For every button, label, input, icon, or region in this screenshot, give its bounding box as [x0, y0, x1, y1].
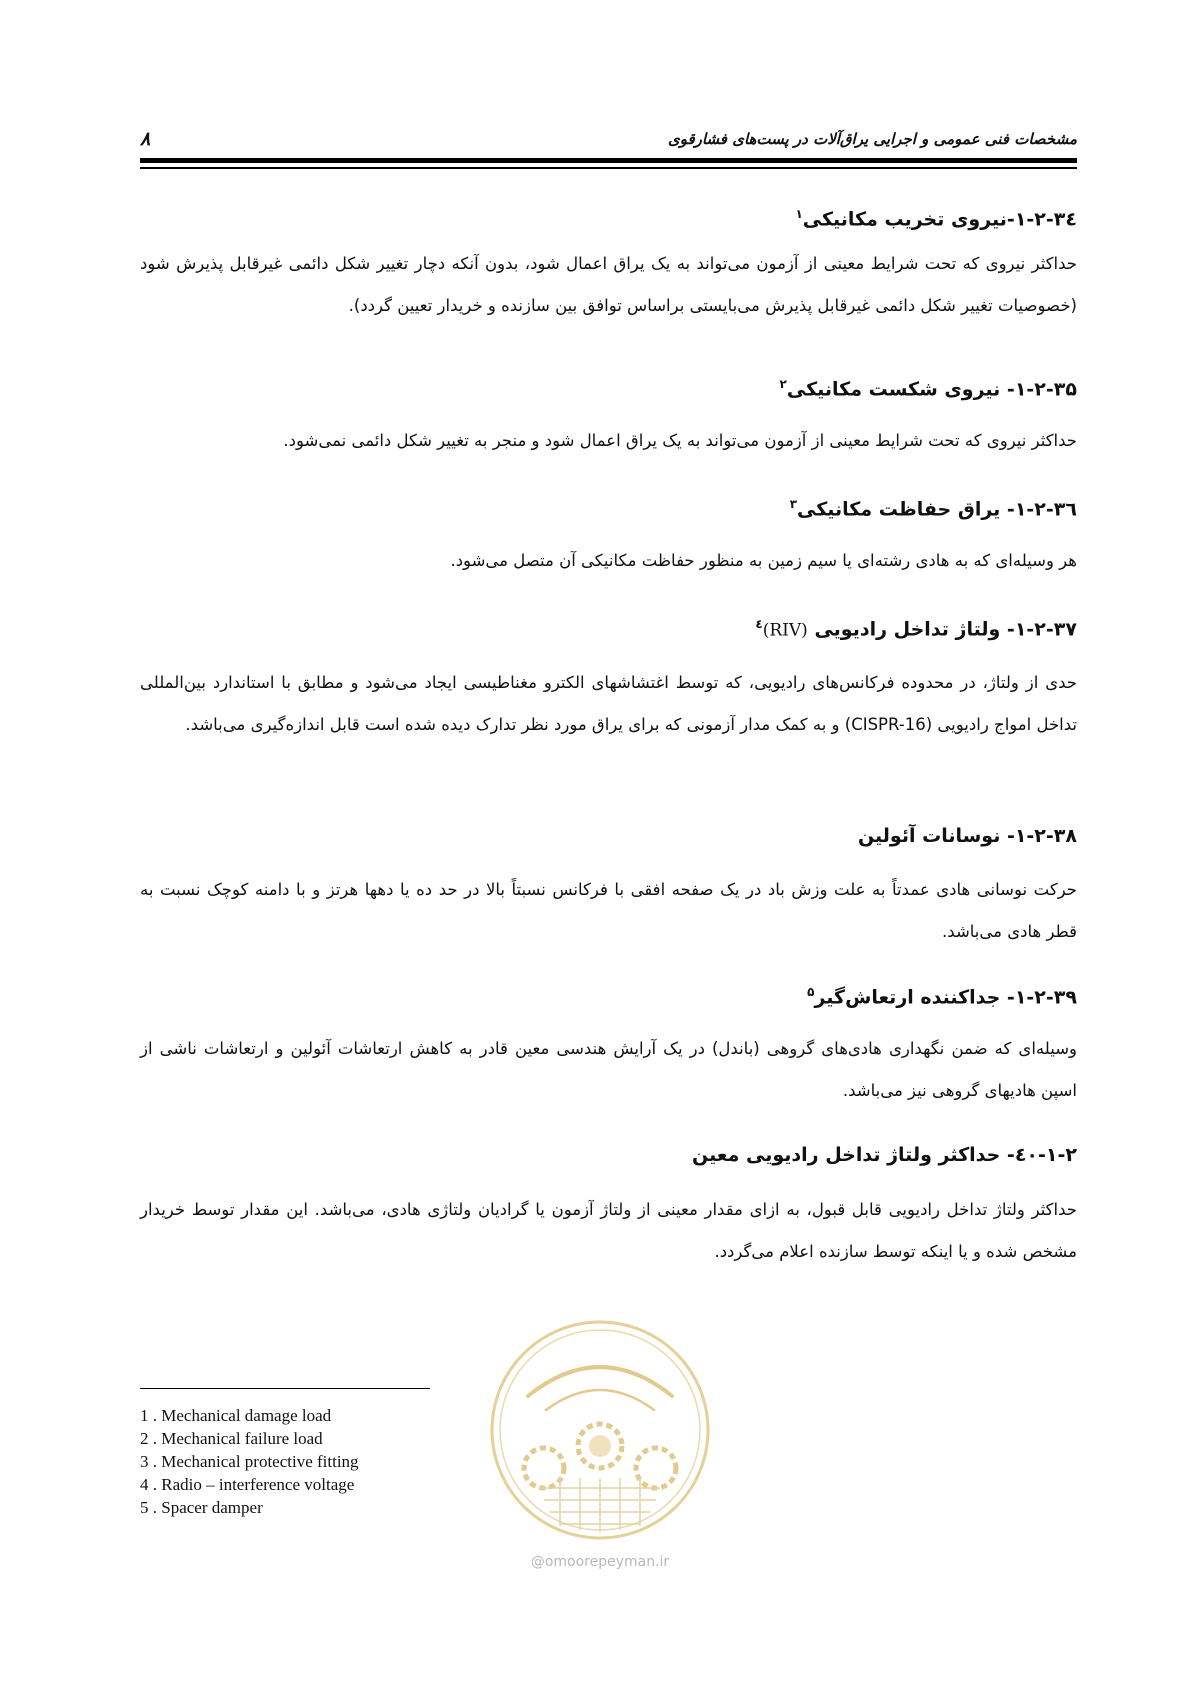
heading-text: ۱-۲-٤۰- حداکثر ولتاژ تداخل رادیویی معین	[692, 1144, 1077, 1166]
header-title: مشخصات فنی عمومی و اجرایی یراق‌آلات در پست‌های فشارقوی	[667, 130, 1077, 148]
footnote-item: 5 . Spacer damper	[140, 1498, 263, 1517]
section-paragraph: حداکثر نیروی که تحت شرایط معینی از آزمون می‌تواند به یک یراق اعمال شود، بدون آنکه دچار تغییر شکل دائمی غیرقابل پذیرش شود (خصوصیات تغییر شکل دائمی غیرقابل پذیرش می‌بایستی براساس توافق بین سازنده و خریدار تعیین گردد).	[140, 254, 1077, 315]
header-rule-thin	[140, 167, 1077, 169]
section-heading	[795, 207, 1077, 230]
footnote-item: 4 . Radio – interference voltage	[140, 1475, 355, 1494]
heading-text: ۱-۲-۳۸- نوسانات آئولین	[857, 825, 1077, 847]
section-heading	[692, 1144, 1077, 1166]
section-heading	[790, 497, 1077, 520]
footnote-ref: ٤	[755, 617, 763, 631]
footnote-ref: ۵	[807, 985, 815, 999]
footnote-ref: ۲	[779, 377, 787, 391]
section-paragraph: حداکثر ولتاژ تداخل رادیویی قابل قبول، به ازای مقدار معینی از ولتاژ آزمون یا گرادیان ولتاژی هادی، می‌باشد. این مقدار توسط خریدار مشخص شده و یا اینکه توسط سازنده اعلام می‌گردد.	[140, 1200, 1077, 1261]
heading-text: ۱-۲-۳۷- ولتاژ تداخل رادیویی	[814, 618, 1077, 641]
header-rule-thick	[140, 158, 1077, 163]
section-heading	[807, 985, 1077, 1008]
section-paragraph: هر وسیله‌ای که به هادی رشته‌ای یا سیم زمین به منظور حفاظت مکانیکی آن متصل می‌شود.	[450, 551, 1077, 570]
page-number: ۸	[140, 128, 151, 150]
footnote-separator	[140, 1388, 430, 1389]
watermark-url: @omoorepeyman.ir	[530, 1554, 670, 1570]
heading-abbreviation: (RIV)	[762, 620, 808, 641]
page-header	[140, 128, 1077, 158]
heading-text: ۱-۲-۳۹- جداکننده ارتعاش‌گیر	[814, 986, 1077, 1009]
footnote-item: 1 . Mechanical damage load	[140, 1406, 332, 1425]
section-heading	[755, 617, 1077, 640]
section-heading	[780, 377, 1077, 400]
section-heading	[858, 825, 1077, 847]
section-paragraph: وسیله‌ای که ضمن نگهداری هادی‌های گروهی (باندل) در یک آرایش هندسی معین قادر به کاهش ارتعاشات آئولین و ارتعاشات ناشی از اسپن هادیهای گروهی نیز می‌باشد.	[140, 1039, 1077, 1100]
heading-text: ۱-۲-۳٤-نیروی تخریب مکانیکی	[802, 208, 1077, 231]
footnote-item: 3 . Mechanical protective fitting	[140, 1452, 359, 1471]
footnote-item: 2 . Mechanical failure load	[140, 1429, 323, 1448]
section-paragraph: حدی از ولتاژ، در محدوده فرکانس‌های رادیویی، که توسط اغتشاشهای الکترو مغناطیسی ایجاد می‌شود و مطابق با استاندارد بین‌المللی تداخل امواج رادیویی (CISPR-16) و به کمک مدار آزمونی که برای یراق مورد نظر تدارک دیده شده است قابل اندازه‌گیری می‌باشد.	[140, 673, 1077, 734]
heading-text: ۱-۲-۳٦- یراق حفاظت مکانیکی	[797, 498, 1077, 521]
section-paragraph: حداکثر نیروی که تحت شرایط معینی از آزمون می‌تواند به یک یراق اعمال شود و منجر به تغییر شکل دائمی نمی‌شود.	[283, 431, 1077, 450]
footnote-list	[140, 1404, 540, 1519]
heading-text: ۱-۲-۳۵- نیروی شکست مکانیکی	[786, 378, 1077, 401]
footnote-ref: ۳	[789, 497, 798, 511]
footnote-ref: ۱	[795, 207, 803, 221]
section-paragraph: حرکت نوسانی هادی عمدتاً به علت وزش باد در یک صفحه افقی با فرکانس نسبتاً بالا در حد ده یا دهها هرتز و با دامنه کوچک نسبت به قطر هادی می‌باشد.	[140, 880, 1077, 941]
